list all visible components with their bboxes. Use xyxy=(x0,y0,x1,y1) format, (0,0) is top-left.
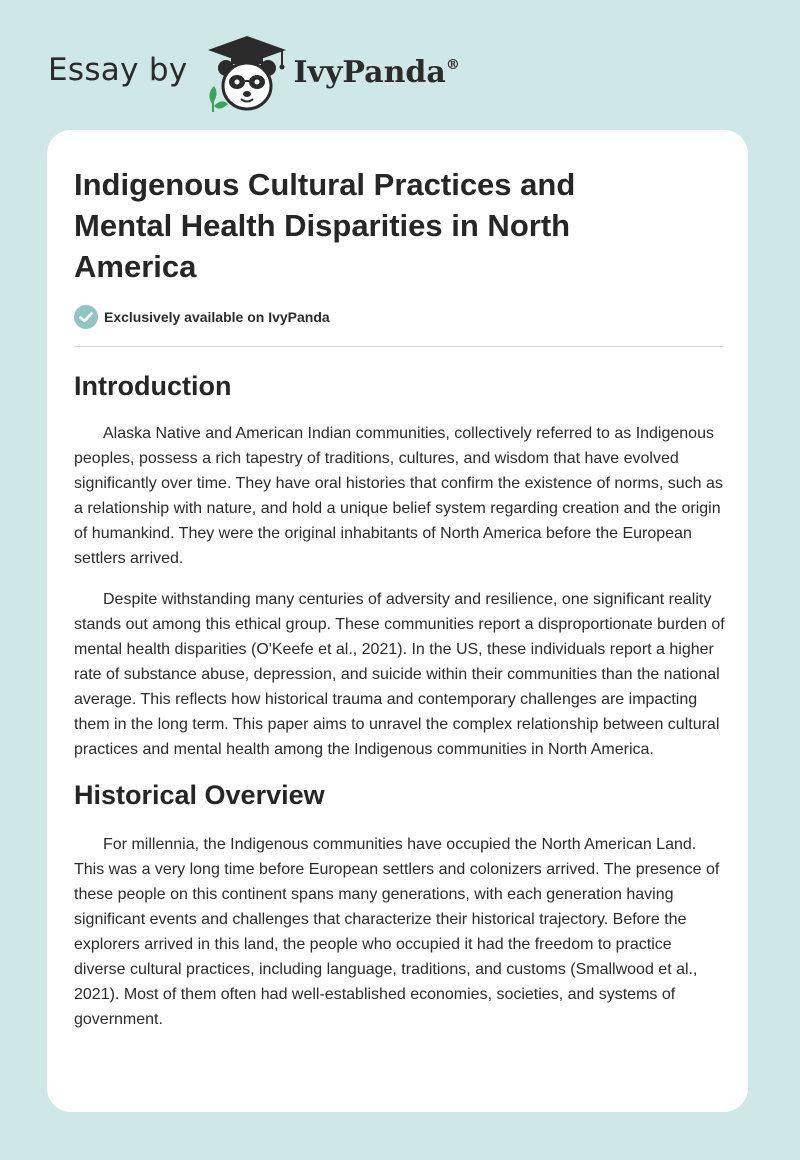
section-heading: Introduction xyxy=(74,371,232,401)
essay-card xyxy=(47,130,748,1112)
exclusive-badge xyxy=(74,304,721,330)
paragraph: Despite withstanding many centuries of adversity and resilience, one significant reality stands out among this ethical group. These communities report a disproportionate burden of mental health disparities (O'Keefe et al., 2021). In the US, these individuals report a higher rate of substance abuse, depression, and suicide within their communities than the national average. This reflects how historical trauma and contemporary challenges are impacting them in the long term. This paper aims to unravel the complex relationship between cultural practices and mental health among the Indigenous communities in North America. xyxy=(74,591,725,758)
brand-header[interactable] xyxy=(48,34,460,114)
exclusive-badge-text: Exclusively available on IvyPanda xyxy=(104,309,330,325)
check-circle-icon xyxy=(74,305,98,329)
essay-title: Indigenous Cultural Practices and Mental Health Disparities in North America xyxy=(74,167,576,284)
paragraph: For millennia, the Indigenous communities have occupied the North American Land. This was a very long time before European settlers and colonizers arrived. The presence of these people on this continent spans many generations, with each generation having significant events and challenges that characterize their historical trajectory. Before the explorers arrived in this land, the people who occupied it had the freedom to practice diverse cultural practices, including language, traditions, and customs (Smallwood et al., 2021). Most of them often had well-established economies, societies, and systems of government. xyxy=(74,836,720,1028)
section-heading: Historical Overview xyxy=(74,780,325,810)
title-divider xyxy=(74,346,723,347)
brand-prefix: Essay by xyxy=(48,52,188,88)
panda-graduate-icon xyxy=(204,34,290,114)
paragraph: Alaska Native and American Indian communities, collectively referred to as Indigenous peoples, possess a rich tapestry of traditions, cultures, and wisdom that have evolved significantly over time. They have oral histories that confirm the existence of norms, such as a relationship with nature, and hold a unique belief system regarding creation and the origin of humankind. They were the original inhabitants of North America before the European settlers arrived. xyxy=(74,425,723,567)
section-historical-overview xyxy=(74,778,721,1032)
brand-name: IvyPanda® xyxy=(293,54,460,90)
section-introduction xyxy=(74,369,725,762)
